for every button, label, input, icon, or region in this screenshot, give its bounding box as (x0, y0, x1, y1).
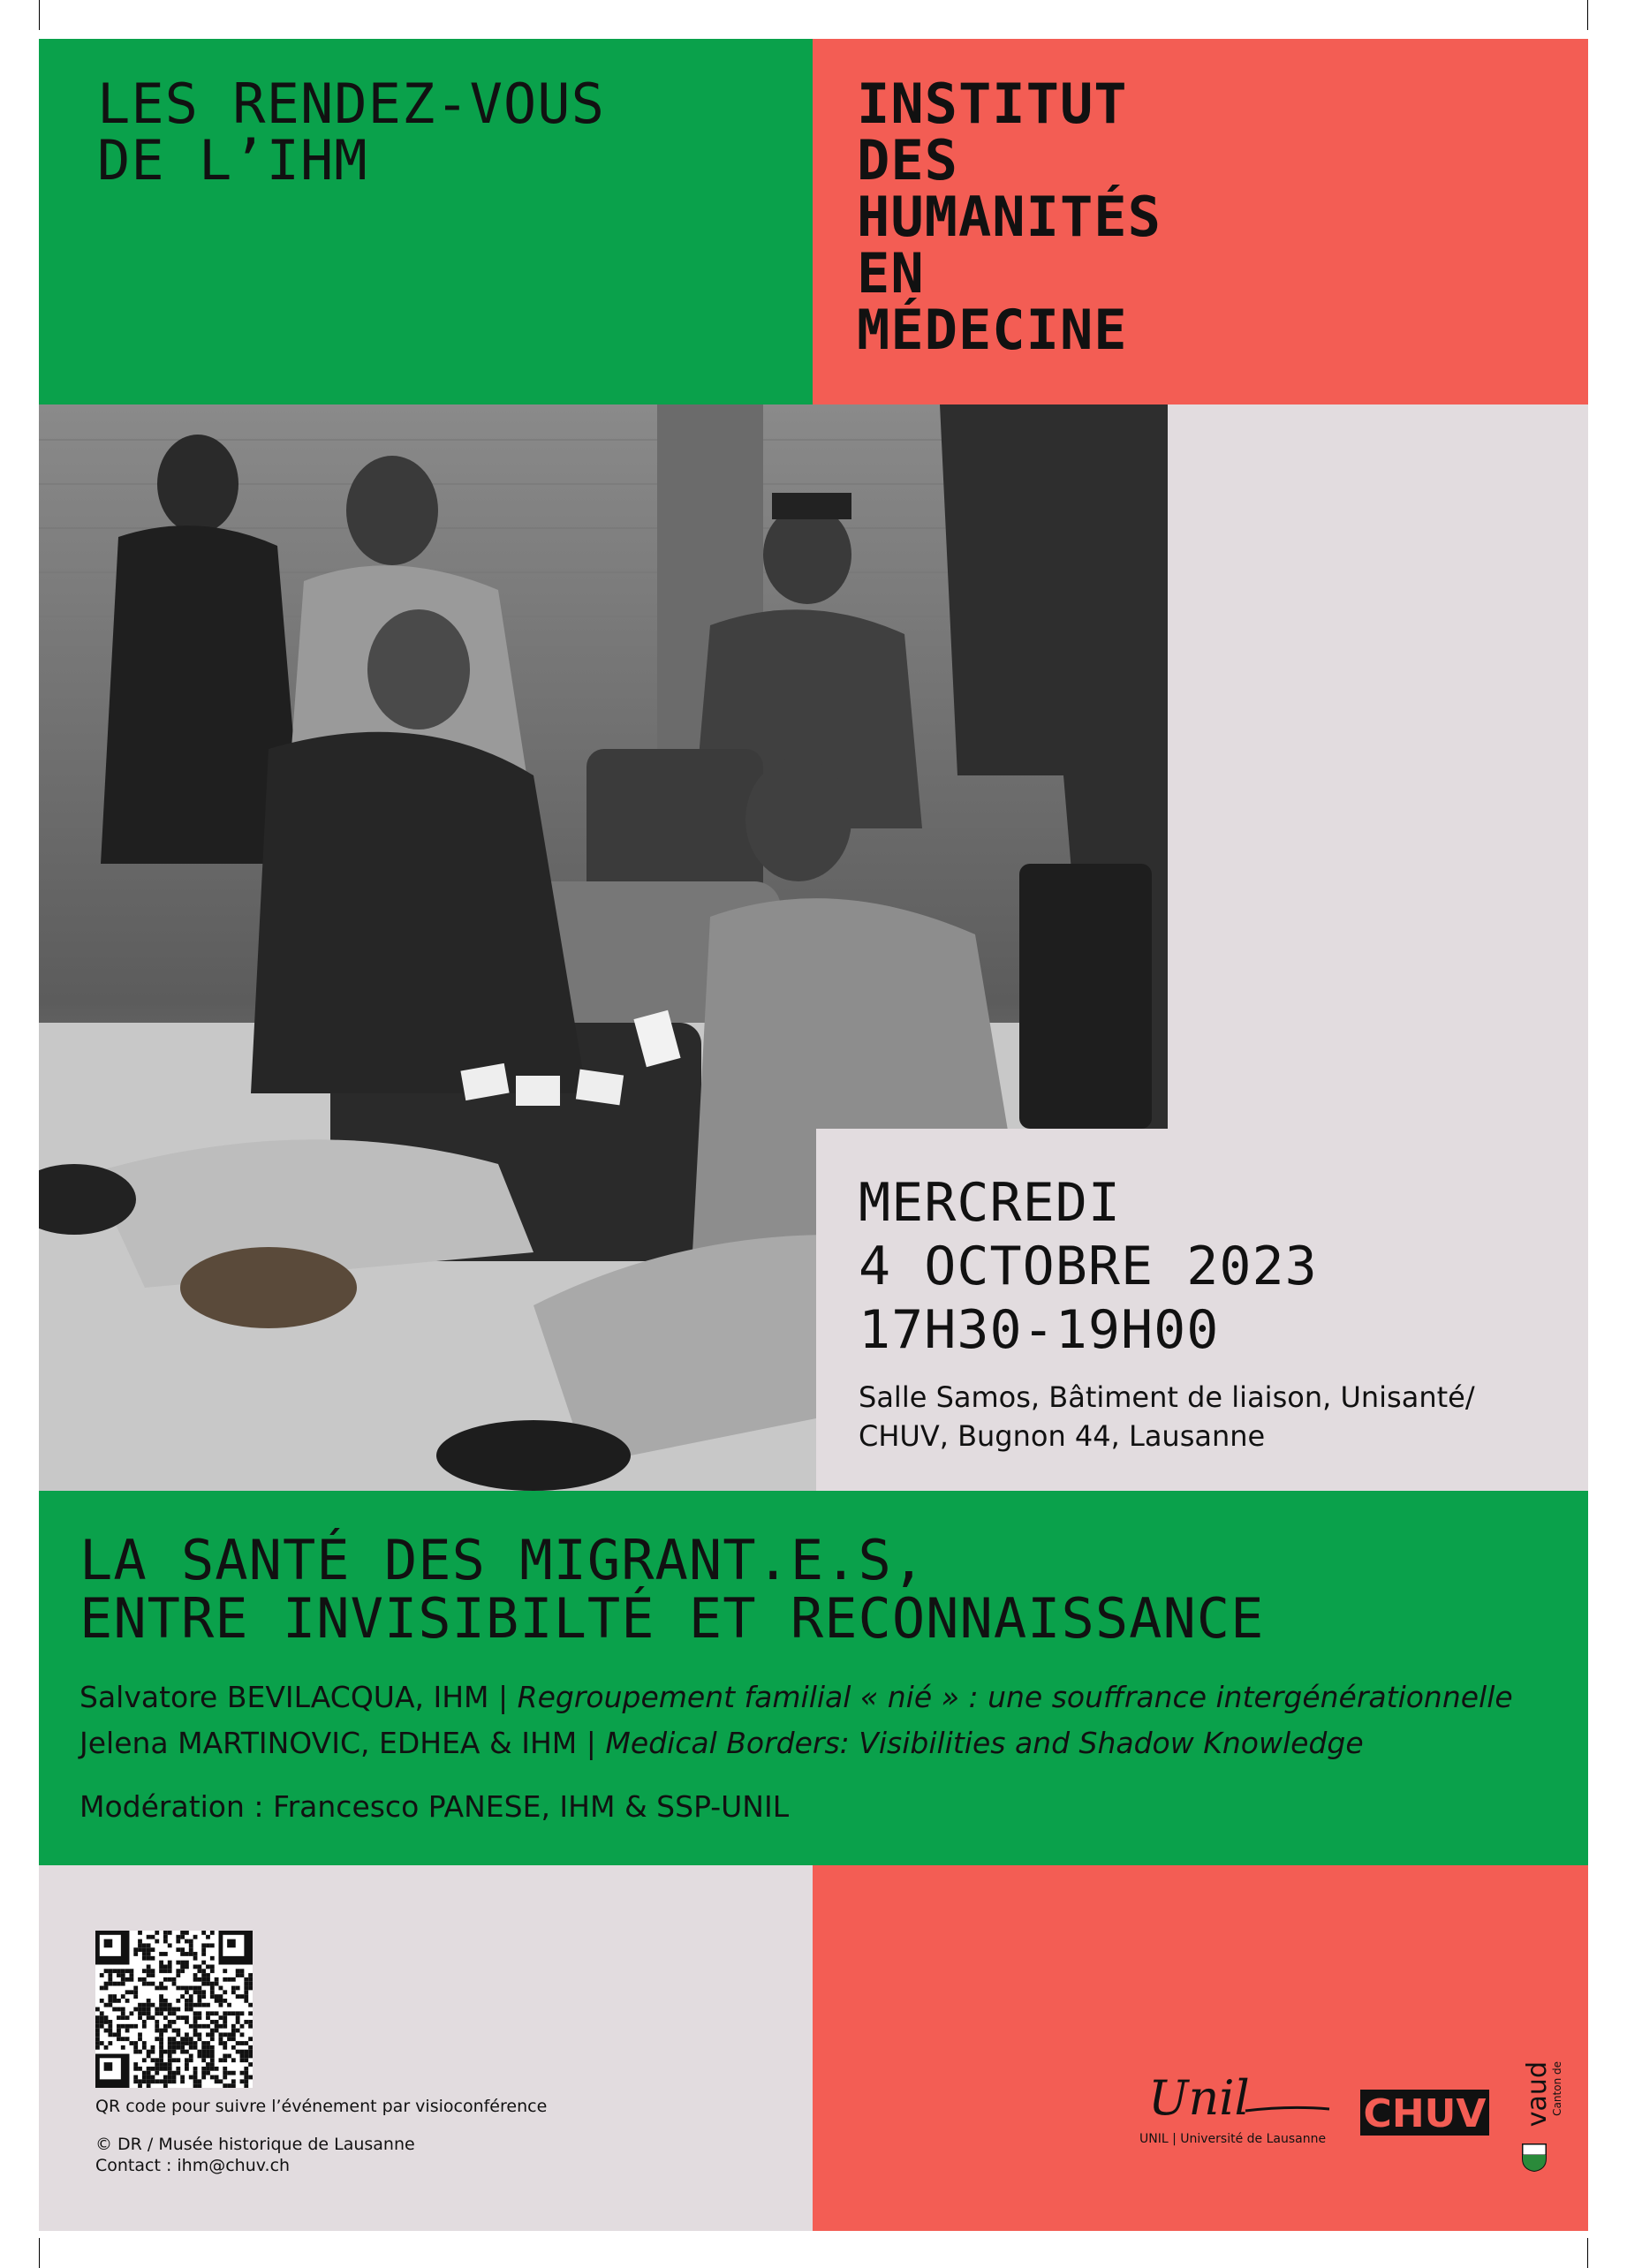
institute-line: EN (857, 241, 925, 306)
series-title (97, 72, 605, 193)
speaker-row (79, 1675, 1513, 1720)
unil-logo-script: Unil (1148, 2070, 1250, 2126)
talk-title: Medical Borders: Visibilities and Shadow Knowledge (605, 1726, 1364, 1760)
contact-info[interactable]: Contact : ihm@chuv.ch (95, 2156, 291, 2175)
unil-logo-subtitle: UNIL | Université de Lausanne (1139, 2132, 1327, 2146)
institute-line: INSTITUT (857, 72, 1128, 136)
event-title (79, 1528, 1265, 1651)
event-day: MERCREDI (859, 1172, 1121, 1234)
crop-mark (1587, 2238, 1588, 2268)
talk-title: Regroupement familial « nié » : une souffrance intergénérationnelle (517, 1680, 1513, 1714)
chuv-logo-text: CHUV (1363, 2091, 1487, 2136)
footer-red-panel (813, 1865, 1588, 2231)
chuv-logo-icon (1358, 2081, 1491, 2143)
qr-code-icon (95, 1931, 253, 2088)
institute-name (857, 72, 1162, 362)
credits (95, 2134, 415, 2176)
moderation: Modération : Francesco PANESE, IHM & SSP-UNIL (79, 1789, 790, 1824)
canton-logo-text: Canton de (1551, 2061, 1563, 2116)
unil-swash-icon (1139, 2070, 1343, 2132)
speaker-name: Jelena MARTINOVIC, EDHEA & IHM | (79, 1726, 596, 1760)
event-time: 17H30-19H00 (859, 1299, 1220, 1361)
event-title-line: ENTRE INVISIBILTÉ ET RECONNAISSANCE (79, 1586, 1265, 1651)
series-title-line: LES RENDEZ-VOUS (97, 72, 605, 136)
speaker-row (79, 1720, 1513, 1766)
institute-line: MÉDECINE (857, 298, 1128, 362)
crop-mark (1587, 0, 1588, 30)
venue-line: Salle Samos, Bâtiment de liaison, Unisanté/ (859, 1380, 1475, 1414)
qr-code[interactable] (95, 1931, 253, 2088)
institute-line: DES (857, 128, 958, 193)
chuv-logo (1358, 2081, 1491, 2143)
qr-caption: QR code pour suivre l’événement par visioconférence (95, 2097, 548, 2116)
event-datetime (859, 1171, 1318, 1362)
event-date: 4 OCTOBRE 2023 (859, 1236, 1318, 1297)
event-venue (859, 1378, 1565, 1455)
venue-line: CHUV, Bugnon 44, Lausanne (859, 1419, 1266, 1453)
vaud-logo (1517, 2058, 1567, 2173)
speaker-list (79, 1675, 1513, 1766)
event-title-line: LA SANTÉ DES MIGRANT.E.S, (79, 1528, 927, 1592)
speaker-name: Salvatore BEVILACQUA, IHM | (79, 1680, 509, 1714)
crop-mark (39, 0, 40, 30)
vaud-logo-text: vaud (1522, 2061, 1553, 2128)
institute-line: HUMANITÉS (857, 185, 1162, 249)
unil-logo (1139, 2070, 1343, 2155)
vaud-shield-icon (1521, 2143, 1548, 2173)
series-title-line: DE L’IHM (97, 128, 368, 193)
photo-credit: © DR / Musée historique de Lausanne (95, 2135, 415, 2154)
crop-mark (39, 2238, 40, 2268)
